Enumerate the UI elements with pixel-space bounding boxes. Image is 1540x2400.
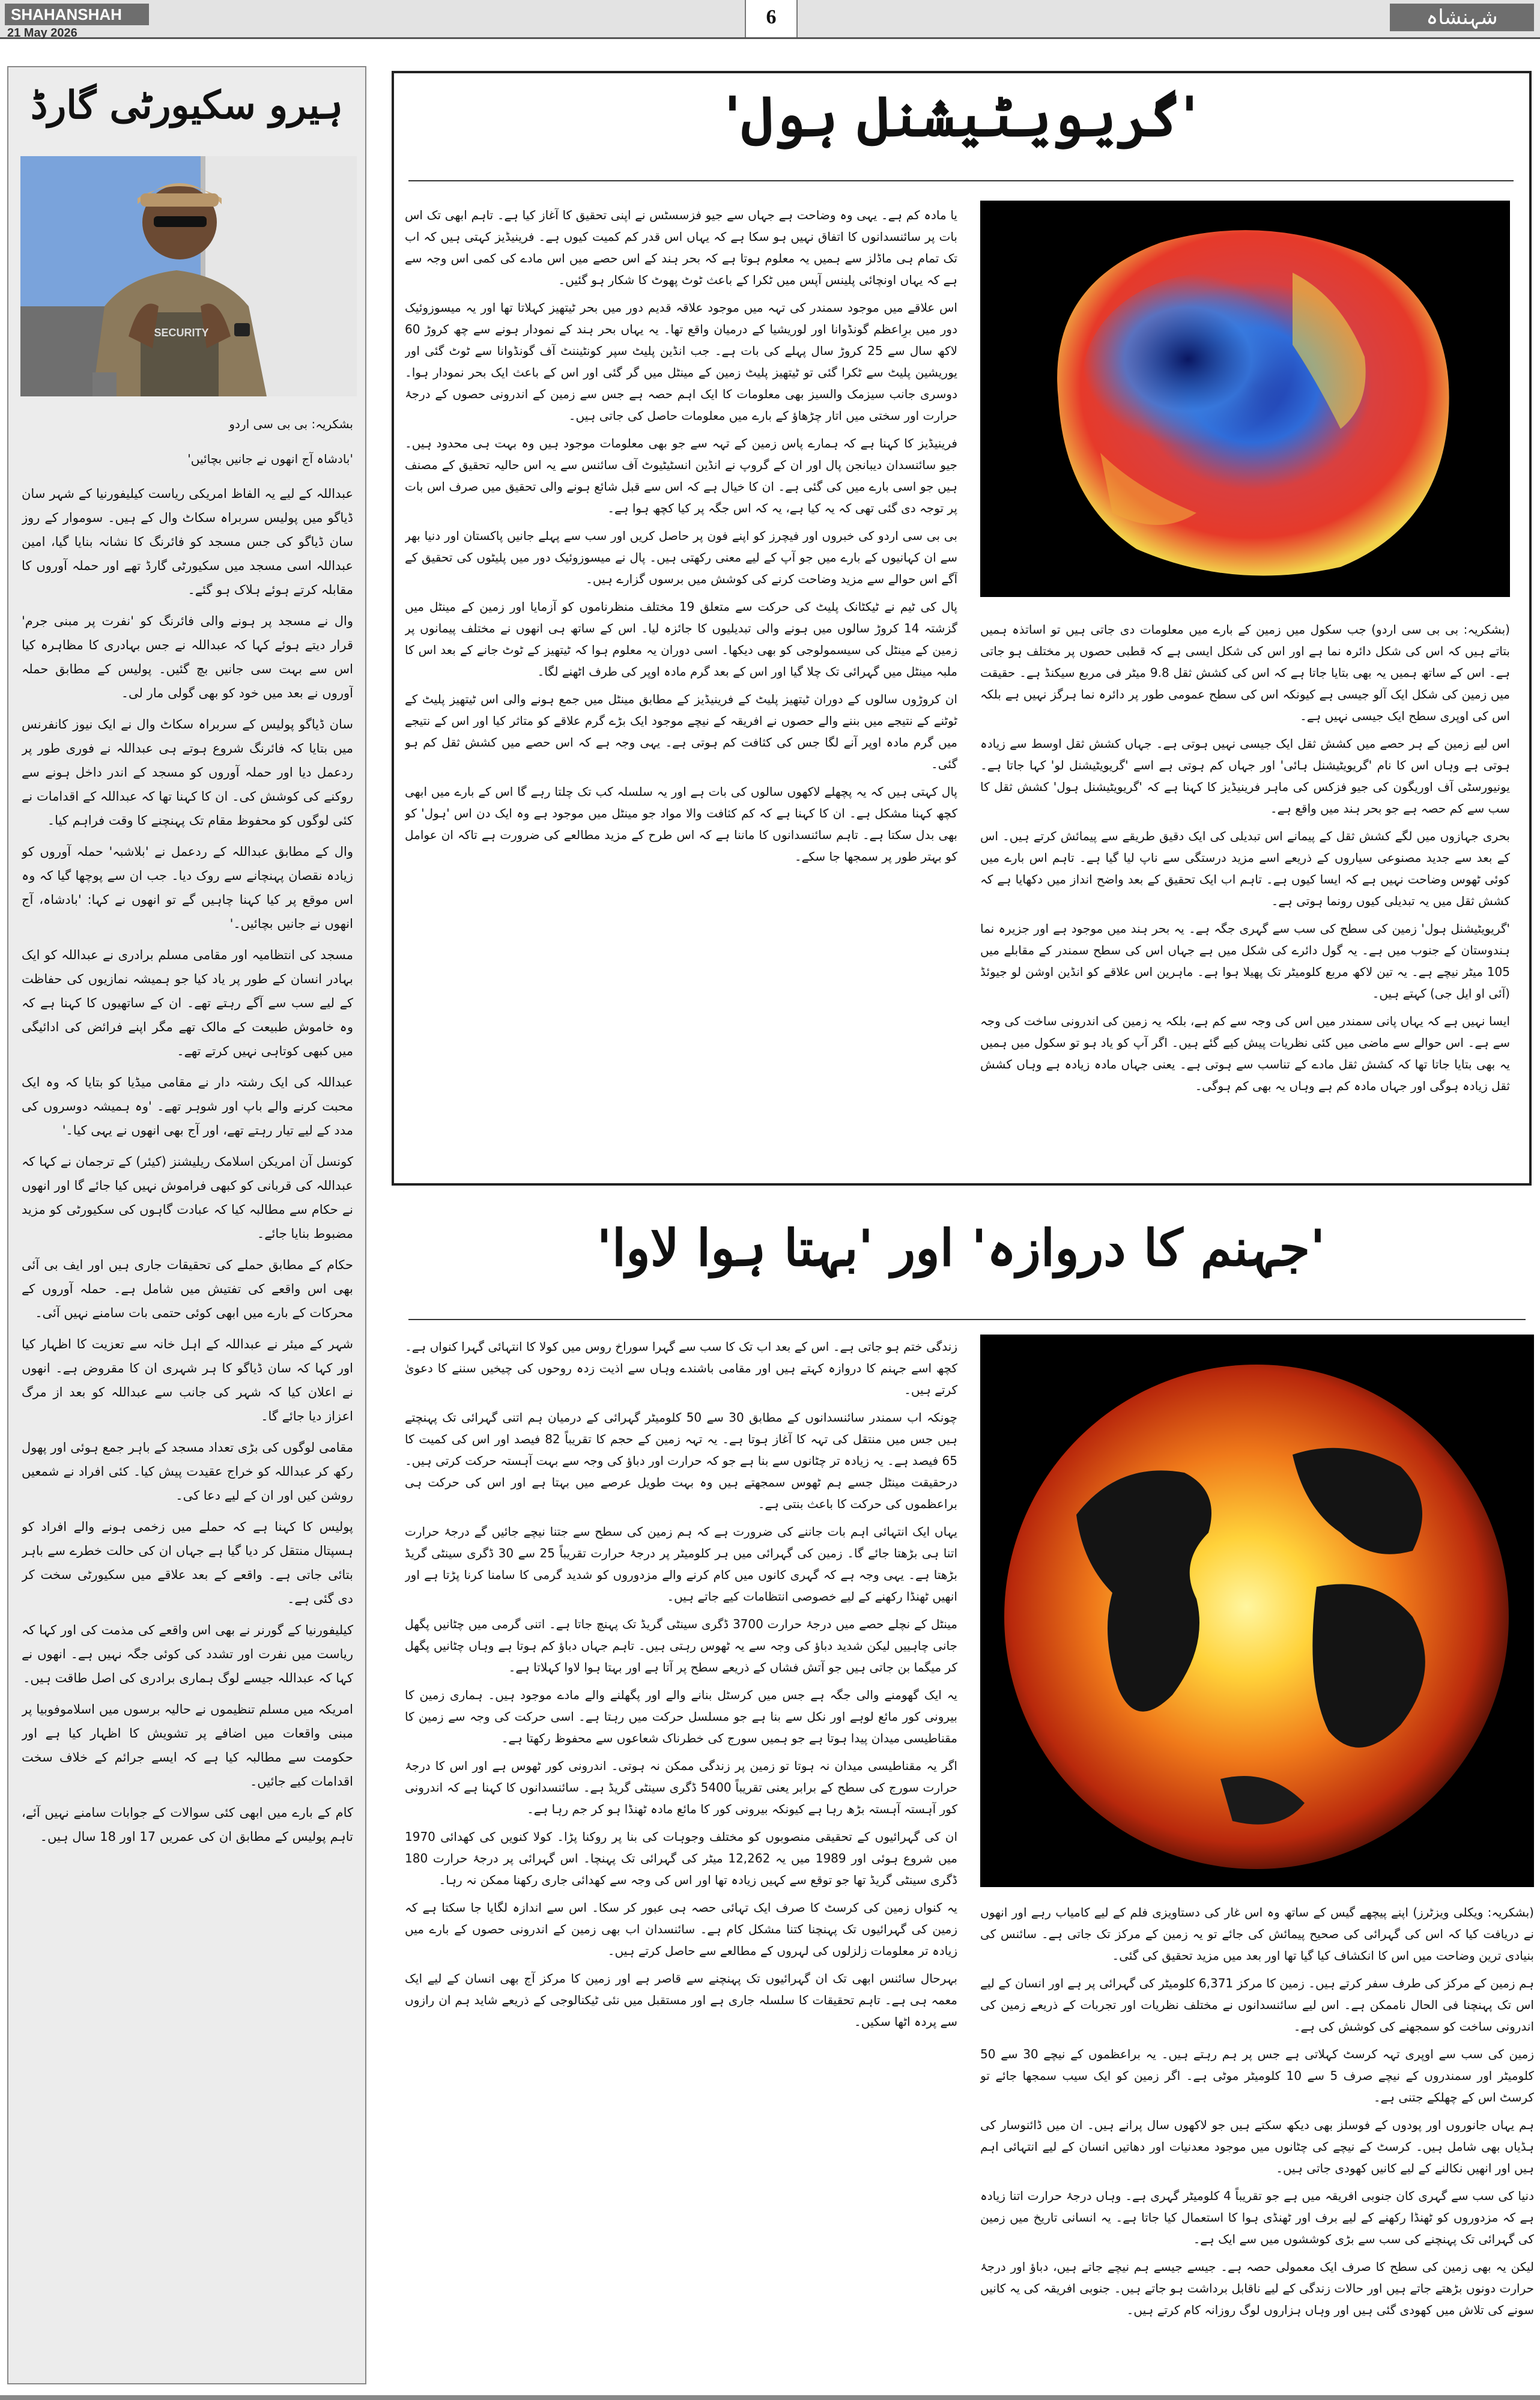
article2-left-column xyxy=(405,1336,957,2381)
paragraph: اس لیے زمین کے ہر حصے میں کشش ثقل ایک جیسی نہیں ہوتی ہے۔ جہاں کشش ثقل اوسط سے زیادہ ہوتی ہے وہاں اس کا نام 'گریویٹیشنل ہائی' اور جہاں کم ہوتی ہے اسے 'گریویٹیشنل لو' کہا جاتا ہے۔ یونیورسٹی آف اوریگون کی جیو فزکس کی ماہر فرینیڈیز کا کہنا ہے کہ 'گریویٹیشنل ہول' کشش ثقل کا سب سے کم حصہ ہے جو بحر ہند میں واقع ہے۔ xyxy=(980,736,1510,816)
paragraph: عبداللہ کی ایک رشتہ دار نے مقامی میڈیا کو بتایا کہ وہ ایک محبت کرنے والے باپ اور شوہر تھے۔ 'وہ ہمیشہ دوسروں کی مدد کے لیے تیار رہتے تھے، اور آج بھی انھوں نے یہی کیا۔' xyxy=(22,1075,353,1138)
paragraph: اس علاقے میں موجود سمندر کی تہہ میں موجود علاقہ قدیم دور میں بحر ٹیتھیز کہلاتا تھا اور یہ میسوزوئیک دور میں برِاعظم گونڈوانا اور لوریشیا کے درمیان واقع تھا۔ یہ یہاں بحر ہند کے نمودار ہونے سے چھ کروڑ 60 لاکھ سال سے 25 کروڑ سال پہلے کی بات ہے۔ جب انڈین پلیٹ سپر کونٹیننٹ آف گونڈوانا سے ٹوٹ گئی اور یوریشین پلیٹ سے ٹکرا گئی تو ٹیتھیز پلیٹ زمین کے مینٹل میں گر گئی اور اس کے باعث ایک بحر نمودار ہوا۔ دوسری جانب سیزمک والسیز بھی معلومات کا ایک اہم حصہ ہے جس سے زمین کے اندرونی حصوں کے درجۂ حرارت اور سختی میں اتار چڑھاؤ کے بارے میں معلومات حاصل کی جاتی ہیں۔ xyxy=(405,300,957,423)
paragraph: (بشکریہ: ویکلی ویزٹرز) اپنے پیچھے گیس کے ساتھ وہ اس غار کی دستاویزی فلم کے لیے کامیاب رہے اور انھوں نے دریافت کیا کہ اس کی گہرائی کی صحیح پیمائش کی جائے تو یہ زمین کے مرکز تک جاتی ہے۔ سائنس کی بنیادی ترین وضاحت میں اس کا انکشاف کیا گیا تھا اور بعد میں مزید تحقیق کی گئی۔ xyxy=(980,1905,1534,1963)
article2-title: 'جہنم کا دروازہ' اور 'بہتا ہوا لاوا' xyxy=(596,1218,1326,1277)
paragraph: بحری جہازوں میں لگے کشش ثقل کے پیمانے اس تبدیلی کی ایک دقیق طریقے سے پیمائش کرتے ہیں۔ اس کے بعد سے جدید مصنوعی سیاروں کے ذریعے اسے مزید درستگی سے ناپ لیا گیا ہے۔ تاہم اس بارے میں کوئی ٹھوس وضاحت نہیں ہے کہ ایسا کیوں ہے۔ تاہم اب ایک تحقیق کے بعد واضح انداز میں دکھایا ہے کہ کشش ثقل میں یہ تبدیلی کیوں رونما ہوتی ہے۔ xyxy=(980,829,1510,908)
article1-title: 'گریویٹیشنل ہول' xyxy=(724,84,1198,149)
paragraph: ہم یہاں جانوروں اور پودوں کے فوسلز بھی دیکھ سکتے ہیں جو لاکھوں سال پرانے ہیں۔ ان میں ڈائنوسار کی ہڈیاں بھی شامل ہیں۔ کرسٹ کے نیچے کی چٹانوں میں موجود معدنیات اور دھاتیں انسان کے لیے انتہائی اہم ہیں اور انھیں نکالنے کے لیے کانیں کھودی جاتی ہیں۔ xyxy=(980,2118,1534,2175)
paragraph: سان ڈیاگو پولیس کے سربراہ سکاٹ وال نے ایک نیوز کانفرنس میں بتایا کہ فائرنگ شروع ہوتے ہی عبداللہ نے فوری طور پر ردعمل دیا اور حملہ آوروں کو مسجد کے اندر داخل ہونے سے روکنے کی کوشش کی۔ ان کا کہنا تھا کہ عبداللہ کے اقدامات نے کئی لوگوں کو محفوظ مقام تک پہنچنے کا وقت فراہم کیا۔ xyxy=(22,717,353,828)
geoid-globe-image xyxy=(980,201,1510,597)
paragraph: حکام کے مطابق حملے کی تحقیقات جاری ہیں اور ایف بی آئی بھی اس واقعے کی تفتیش میں شامل ہے۔ حملہ آوروں کے محرکات کے بارے میں ابھی کوئی حتمی بات سامنے نہیں آئی۔ xyxy=(22,1258,353,1320)
paragraph: یا مادہ کم ہے۔ یہی وہ وضاحت ہے جہاں سے جیو فزسسٹس نے اپنی تحقیق کا آغاز کیا ہے۔ تاہم ابھی تک اس بات پر سائنسدانوں کا اتفاق نہیں ہو سکا ہے کہ یہاں اس قدر کم کمیت کیوں ہے۔ فرینیڈیز کہتی ہیں کہ اب تک تمام ہی ماڈلز سے ہمیں یہ معلوم ہوتا ہے کہ بحر ہند کے اس حصے میں اس مادے کی کمی اس وجہ سے ہے کہ یہاں اونچائی پلینس آپس میں ٹکرا کے باعث ٹوٹ پھوٹ کا شکار ہو گئیں۔ xyxy=(405,208,957,287)
earth-core-image xyxy=(980,1335,1534,1887)
paragraph: کام کے بارے میں ابھی کئی سوالات کے جوابات سامنے نہیں آئے، تاہم پولیس کے مطابق ان کی عمریں 17 اور 18 سال ہیں۔ xyxy=(22,1805,353,1844)
paragraph: دنیا کی سب سے گہری کان جنوبی افریقہ میں ہے جو تقریباً 4 کلومیٹر گہری ہے۔ وہاں درجۂ حرارت اتنا زیادہ ہے کہ مزدوروں کو ٹھنڈا رکھنے کے لیے برف اور ٹھنڈی ہوا کا استعمال کیا جاتا ہے۔ یہ انسانی تاریخ میں زمین کی گہرائی تک پہنچنے کی سب سے بڑی کوششوں میں سے ایک ہے۔ xyxy=(980,2189,1534,2246)
vest-label: SECURITY xyxy=(154,327,209,339)
paragraph: عبداللہ کے لیے یہ الفاظ امریکی ریاست کیلیفورنیا کے شہر سان ڈیاگو میں پولیس سربراہ سکاٹ وال کے ہیں۔ سوموار کے روز سان ڈیاگو کی جس مسجد کو فائرنگ کا نشانہ بنایا گیا، امین عبداللہ اسی مسجد میں سکیورٹی گارڈ تھے اور حملہ آوروں کا مقابلہ کرتے ہوئے ہلاک ہو گئے۔ xyxy=(22,486,353,597)
article2-right-column xyxy=(980,1902,1534,2382)
masthead-bar xyxy=(0,0,1540,39)
paragraph: پال کہتی ہیں کہ یہ پچھلے لاکھوں سالوں کی بات ہے اور یہ سلسلہ کب تک چلتا رہے گا اس کے بارے میں ابھی کچھ کہنا مشکل ہے۔ ان کا کہنا ہے کہ کم کثافت والا مواد جو مینٹل میں موجود ہے وہ ایک دن اس 'ہول' کو بھی بدل سکتا ہے۔ تاہم سائنسدانوں کا ماننا ہے کہ اس طرح کے مزید مطالعے کی ضرورت ہے تاکہ ان عوامل کو بہتر طور پر سمجھا جا سکے۔ xyxy=(405,784,957,864)
page-number: 6 xyxy=(745,0,798,37)
paragraph: بہرحال سائنس ابھی تک ان گہرائیوں تک پہنچنے سے قاصر ہے اور زمین کا مرکز آج بھی انسان کے لیے ایک معمہ ہی ہے۔ تاہم تحقیقات کا سلسلہ جاری ہے اور مستقبل میں نئی ٹیکنالوجی کے ذریعے شاید ہم ان رازوں سے پردہ اٹھا سکیں۔ xyxy=(405,1971,957,2029)
paragraph: فرینیڈیز کا کہنا ہے کہ ہمارے پاس زمین کے تہہ سے جو بھی معلومات موجود ہیں وہ بہت ہی محدود ہیں۔ جیو سائنسدان دیبانجن پال اور ان کے گروپ نے انڈین انسٹیٹیوٹ آف سائنس سے یہ اس حالیہ تحقیق کے مصنف ہیں جو اسی بارے میں کی گئی ہے۔ ان کا خیال ہے کہ اس سے قبل شائع ہونے والی تحقیق میں صرف اس بات پر توجہ دی گئی تھی کہ یہ کیا ہے، یہ کہ اس جگہ پر کیا کچھ ہوا ہے۔ xyxy=(405,436,957,515)
paragraph: چونکہ اب سمندر سائنسدانوں کے مطابق 30 سے 50 کلومیٹر گہرائی کے درمیان ہم اتنی گہرائی تک پہنچتے ہیں جس میں منتقل کی تہہ کا آغاز ہوتا ہے۔ یہ تہہ زمین کے حجم کا تقریباً 82 فیصد اور اس کی کمیت کا 65 فیصد ہے۔ یہ زیادہ تر چٹانوں سے بنا ہے جو کہ حرارت اور دباؤ کی وجہ سے بہت آہستہ حرکت کرتی ہیں۔ درحقیقت مینٹل جسے ہم ٹھوس سمجھتے ہیں وہ بہت طویل عرصے میں بہتا ہے اور اس کی حرکت ہی براعظموں کی حرکت کا باعث بنتی ہے۔ xyxy=(405,1410,957,1511)
bottom-bar xyxy=(0,2395,1540,2400)
paragraph: مقامی لوگوں کی بڑی تعداد مسجد کے باہر جمع ہوئی اور پھول رکھ کر عبداللہ کو خراج عقیدت پیش کیا۔ کئی افراد نے شمعیں روشن کیں اور ان کے لیے دعا کی۔ xyxy=(22,1440,353,1503)
article1-left-column xyxy=(405,204,957,1171)
article2-title-rule xyxy=(408,1319,1526,1320)
sidebar-paragraphs xyxy=(22,482,353,1849)
paragraph: مسجد کی انتظامیہ اور مقامی مسلم برادری نے عبداللہ کو ایک بہادر انسان کے طور پر یاد کیا جو ہمیشہ نمازیوں کی حفاظت کے لیے سب سے آگے رہتے تھے۔ ان کے ساتھیوں کا کہنا ہے کہ وہ خاموش طبیعت کے مالک تھے مگر اپنے فرائض کی ادائیگی میں کبھی کوتاہی نہیں کرتے تھے۔ xyxy=(22,948,353,1058)
paragraph: کیلیفورنیا کے گورنر نے بھی اس واقعے کی مذمت کی اور کہا کہ ریاست میں نفرت اور تشدد کی کوئی جگہ نہیں ہے۔ انھوں نے کہا کہ عبداللہ جیسے لوگ ہماری برادری کی اصل طاقت ہیں۔ xyxy=(22,1623,353,1685)
paragraph: لیکن یہ بھی زمین کی سطح کا صرف ایک معمولی حصہ ہے۔ جیسے جیسے ہم نیچے جاتے ہیں، دباؤ اور درجۂ حرارت دونوں بڑھتے جاتے ہیں اور حالات زندگی کے لیے ناقابل برداشت ہو جاتے ہیں۔ جنوبی افریقہ کی یہ کانیں سونے کی تلاش میں کھودی گئی ہیں اور وہاں ہزاروں لوگ روزانہ کام کرتے ہیں۔ xyxy=(980,2259,1534,2317)
geoid-globe-illustration xyxy=(980,201,1510,597)
paragraph: شہر کے میئر نے عبداللہ کے اہل خانہ سے تعزیت کا اظہار کیا اور کہا کہ سان ڈیاگو کا ہر شہری ان کا مقروض ہے۔ انھوں نے اعلان کیا کہ شہر کی جانب سے عبداللہ کو بعد از مرگ اعزاز دیا جائے گا۔ xyxy=(22,1337,353,1423)
paragraph: ہم زمین کے مرکز کی طرف سفر کرتے ہیں۔ زمین کا مرکز 6,371 کلومیٹر کی گہرائی پر ہے اور انسان کے لیے اس تک پہنچنا فی الحال ناممکن ہے۔ اس لیے سائنسدانوں نے مختلف نظریات اور تجربات کے ذریعے زمین کی اندرونی ساخت کو سمجھنے کی کوشش کی ہے۔ xyxy=(980,1976,1534,2034)
issue-date: 21 May 2026 xyxy=(7,26,77,40)
sidebar-body xyxy=(22,412,353,2376)
sidebar-quote: 'بادشاہ آج انھوں نے جانیں بچائیں' xyxy=(187,452,353,466)
paragraph: امریکہ میں مسلم تنظیموں نے حالیہ برسوں میں اسلاموفوبیا پر مبنی واقعات میں اضافے پر تشویش کا اظہار کیا ہے اور حکومت سے مطالبہ کیا ہے کہ ایسے جرائم کے خلاف سخت اقدامات کیے جائیں۔ xyxy=(22,1702,353,1789)
paragraph: زندگی ختم ہو جاتی ہے۔ اس کے بعد اب تک کا سب سے گہرا سوراخ روس میں کولا کا انتہائی گہرا کنواں ہے۔ کچھ اسے جہنم کا دروازہ کہتے ہیں اور مقامی باشندے وہاں سے اذیت زدہ روحوں کی چیخیں سننے کا دعویٰ کرتے ہیں۔ xyxy=(405,1339,957,1397)
paragraph: ان کروڑوں سالوں کے دوران ٹیتھیز پلیٹ کے فرینیڈیز کے مطابق مینٹل میں جمع ہونے والی اس ٹیتھیز پلیٹ کے ٹوٹنے کے نتیجے میں بننے والے حصوں نے افریقہ کے نیچے موجود ایک بڑے گرم علاقے کو متاثر کیا اور اس کے نتیجے میں گرم مادہ اوپر آنے لگا جس کی کثافت کم ہوتی ہے۔ یہی وجہ ہے کہ اس حصے میں کشش ثقل کم ہو گئی۔ xyxy=(405,692,957,771)
paragraph: پولیس کا کہنا ہے کہ حملے میں زخمی ہونے والے افراد کو ہسپتال منتقل کر دیا گیا ہے جہاں ان کی حالت خطرے سے باہر بتائی جاتی ہے۔ واقعے کے بعد علاقے میں سکیورٹی سخت کر دی گئی ہے۔ xyxy=(22,1520,353,1606)
paragraph: پال کی ٹیم نے ٹیکٹانک پلیٹ کی حرکت سے متعلق 19 مختلف منظرناموں کو آزمایا اور زمین کے مینٹل میں گزشتہ 14 کروڑ سالوں میں ہونے والی تبدیلیوں کا جائزہ لیا۔ اس کے ساتھ ہی انھوں نے مختلف پیمانوں پر زمین کے مینٹل کی سیسمولوجی کو بھی دیکھا۔ اسی دوران یہ معلوم ہوا کہ ٹیتھیز کے ٹوٹ جانے کے بعد اس کا ملبہ مینٹل میں گہرائی تک چلا گیا اور اس کے بعد گرم مادہ اوپر کی طرف اٹھنے لگا۔ xyxy=(405,599,957,679)
sidebar-title: ہیرو سکیورٹی گارڈ xyxy=(30,83,344,128)
paragraph: یہاں ایک انتہائی اہم بات جاننے کی ضرورت ہے کہ ہم زمین کی سطح سے جتنا نیچے جائیں گے درجۂ حرارت اتنا ہی بڑھتا جائے گا۔ زمین کی گہرائی میں ہر کلومیٹر پر درجۂ حرارت تقریباً 25 سے 30 ڈگری سینٹی گریڈ بڑھتا ہے۔ یہی وجہ ہے کہ گہری کانوں میں کام کرنے والے مزدوروں کو شدید گرمی کا سامنا کرنا پڑتا ہے اور انھیں ٹھنڈا رکھنے کے لیے خصوصی انتظامات کیے جاتے ہیں۔ xyxy=(405,1524,957,1604)
article1-right-column xyxy=(980,619,1510,1171)
sidebar-article xyxy=(7,66,366,2384)
paragraph: یہ ایک گھومنے والی جگہ ہے جس میں کرسٹل بنانے والے اور پگھلنے والے مادے موجود ہیں۔ ہماری زمین کا بیرونی کور مائع لوہے اور نکل سے بنا ہے جو مسلسل حرکت میں رہتا ہے۔ اسی حرکت کی وجہ سے زمین کا مقناطیسی میدان پیدا ہوتا ہے جو ہمیں سورج کی خطرناک شعاعوں سے محفوظ رکھتا ہے۔ xyxy=(405,1688,957,1745)
paragraph: بی بی سی اردو کی خبروں اور فیچرز کو اپنے فون پر حاصل کریں اور سب سے پہلے جانیں پاکستان اور دنیا بھر سے ان کہانیوں کے بارے میں جو آپ کے لیے معنی رکھتی ہیں۔ پال نے میسوزوئیک دور میں پلیٹوں کی تحقیق کے آگے اس حوالے سے مزید وضاحت کرنے کی کوشش میں برسوں گزارے ہیں۔ xyxy=(405,529,957,586)
paragraph: اگر یہ مقناطیسی میدان نہ ہوتا تو زمین پر زندگی ممکن نہ ہوتی۔ اندرونی کور ٹھوس ہے اور اس کا درجۂ حرارت سورج کی سطح کے برابر یعنی تقریباً 5400 ڈگری سینٹی گریڈ ہے۔ سائنسدانوں کا کہنا ہے کہ اندرونی کور آہستہ آہستہ بڑھ رہا ہے کیونکہ بیرونی کور کا مائع مادہ ٹھنڈا ہو کر جم رہا ہے۔ xyxy=(405,1759,957,1816)
paragraph: ان کی گہرائیوں کے تحقیقی منصوبوں کو مختلف وجوہات کی بنا پر روکنا پڑا۔ کولا کنویں کی کھدائی 1970 میں شروع ہوئی اور 1989 میں یہ 12,262 میٹر کی گہرائی تک پہنچا۔ اس گہرائی پر درجۂ حرارت 180 ڈگری سینٹی گریڈ تھا جو توقع سے کہیں زیادہ تھا اور اس کی وجہ سے کھدائی جاری رکھنا ممکن نہ رہا۔ xyxy=(405,1829,957,1887)
article1-title-rule xyxy=(408,180,1514,181)
earth-core-illustration xyxy=(980,1335,1534,1887)
paragraph: ایسا نہیں ہے کہ یہاں پانی سمندر میں اس کی وجہ سے کم ہے، بلکہ یہ زمین کی اندرونی ساخت کی وجہ سے ہے۔ اس حوالے سے ماضی میں کئی نظریات پیش کیے گئے ہیں۔ اگر آپ کو یاد ہو تو سکول میں ہمیں یہ بھی بتایا جاتا تھا کہ کشش ثقل مادے کے تناسب سے ہوتی ہے۔ یعنی جہاں مادہ زیادہ ہے وہاں کشش ثقل زیادہ ہوگی اور جہاں مادہ کم ہے وہاں یہ بھی کم ہوگی۔ xyxy=(980,1014,1510,1093)
sidebar-source: بشکریہ: بی بی سی اردو xyxy=(229,417,353,431)
masthead-brand-urdu: شہنشاہ xyxy=(1390,4,1534,31)
security-guard-photo xyxy=(20,156,357,396)
paragraph: مینٹل کے نچلے حصے میں درجۂ حرارت 3700 ڈگری سینٹی گریڈ تک پہنچ جاتا ہے۔ اتنی گرمی میں چٹانیں پگھل جانی چاہییں لیکن شدید دباؤ کی وجہ سے یہ ٹھوس رہتی ہیں۔ تاہم جہاں دباؤ کم ہوتا ہے وہاں چٹانیں پگھل کر میگما بن جاتی ہیں جو آتش فشاں کے ذریعے سطح پر آتا ہے اور بہتا ہوا لاوا کہلاتا ہے۔ xyxy=(405,1617,957,1674)
paragraph: زمین کی سب سے اوپری تہہ کرسٹ کہلاتی ہے جس پر ہم رہتے ہیں۔ یہ براعظموں کے نیچے 30 سے 50 کلومیٹر اور سمندروں کے نیچے صرف 5 سے 10 کلومیٹر موٹی ہے۔ اگر زمین کو ایک سیب سمجھا جائے تو کرسٹ اس کے چھلکے جتنی ہے۔ xyxy=(980,2047,1534,2105)
paragraph: وال کے مطابق عبداللہ کے ردعمل نے 'بلاشبہ' حملہ آوروں کو زیادہ نقصان پہنچانے سے روک دیا۔ جب ان سے پوچھا گیا کہ وہ اس موقع پر کیا کہنا چاہیں گے تو انھوں نے کہا: 'بادشاہ، آج انھوں نے جانیں بچائیں۔' xyxy=(22,844,353,931)
masthead-brand-latin: SHAHANSHAH xyxy=(5,4,149,25)
paragraph: (بشکریہ: بی بی سی اردو) جب سکول میں زمین کے بارے میں معلومات دی جاتی ہیں تو اساتذہ ہمیں بتاتے ہیں کہ اس کی شکل دائرہ نما ہے اور اس کی شکل ایسی ہے کہ قطبی حصوں پر مختلف ہو جاتی ہے۔ اس کے ساتھ ہمیں یہ بھی بتایا جاتا ہے کہ اس کی کشش ثقل 9.8 میٹر فی مربع سیکنڈ ہے۔ حقیقت میں زمین کی شکل ایک آلو جیسی ہے کیونکہ اس کی سطح عمومی طور پر دائرہ نما ہرگز نہیں ہے بلکہ اس کی اوپری سطح ایک جیسی نہیں ہے۔ xyxy=(980,622,1510,723)
paragraph: یہ کنواں زمین کی کرسٹ کا صرف ایک تہائی حصہ ہی عبور کر سکا۔ اس سے اندازہ لگایا جا سکتا ہے کہ زمین کی گہرائیوں تک پہنچنا کتنا مشکل کام ہے۔ سائنسدان اب بھی زمین کے اندرونی حصوں کے بارے میں زیادہ تر معلومات زلزلوں کی لہروں کے مطالعے سے حاصل کرتے ہیں۔ xyxy=(405,1900,957,1958)
security-guard-illustration xyxy=(20,156,357,396)
paragraph: 'گریویٹیشنل ہول' زمین کی سطح کی سب سے گہری جگہ ہے۔ یہ بحر ہند میں موجود ہے اور جزیرہ نما ہندوستان کے جنوب میں ہے۔ یہ گول دائرے کی شکل میں ہے جہاں اس کی سطح سمندر کے مقابلے میں 105 میٹر نیچے ہے۔ یہ تین لاکھ مربع کلومیٹر تک پھیلا ہوا ہے۔ ماہرین اس علاقے کو انڈین اوشن لو جیوئڈ (آئی او ایل جی) کہتے ہیں۔ xyxy=(980,921,1510,1001)
paragraph: کونسل آن امریکن اسلامک ریلیشنز (کیئر) کے ترجمان نے کہا کہ عبداللہ کی قربانی کو کبھی فراموش نہیں کیا جائے گا اور انھوں نے حکام سے مطالبہ کیا کہ عبادت گاہوں کی سکیورٹی کو مزید مضبوط بنایا جائے۔ xyxy=(22,1154,353,1241)
paragraph: وال نے مسجد پر ہونے والی فائرنگ کو 'نفرت پر مبنی جرم' قرار دیتے ہوئے کہا کہ عبداللہ نے جس بہادری کا مظاہرہ کیا اس سے بہت سی جانیں بچ گئیں۔ پولیس کے مطابق حملہ آوروں نے بعد میں خود کو بھی گولی مار لی۔ xyxy=(22,614,353,700)
